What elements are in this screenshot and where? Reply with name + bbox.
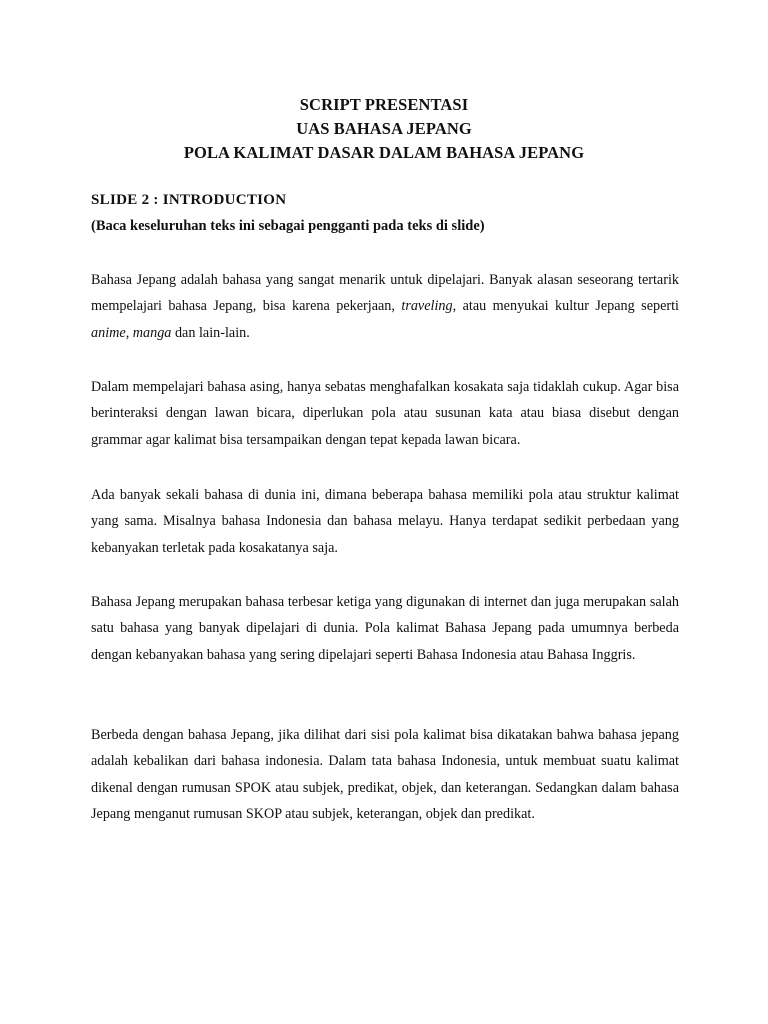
- paragraph-1-text-d: dan lain-lain.: [171, 324, 250, 341]
- paragraph-1-italic-manga: manga: [132, 324, 172, 341]
- paragraph-1-text-a: Bahasa Jepang adalah bahasa yang sangat menarik untuk dipelajari. Banyak alasan seseorang tertarik mempelajari bahasa Jepang, bisa karena pekerjaan,: [91, 272, 679, 315]
- paragraph-1-text-b: , atau menyukai kultur Jepang seperti: [452, 298, 679, 315]
- instruction-note: (Baca keseluruhan teks ini sebagai pengganti pada teks di slide): [91, 218, 485, 234]
- paragraph-1: [91, 267, 679, 346]
- paragraph-1-text-c: ,: [125, 324, 133, 341]
- paragraph-3: Ada banyak sekali bahasa di dunia ini, dimana beberapa bahasa memiliki pola atau struktur kalimat yang sama. Misalnya bahasa Indonesia dan bahasa melayu. Hanya terdapat sedikit perbedaan yang kebanyakan terletak pada kosakatanya saja.: [91, 487, 679, 556]
- paragraph-5: Berbeda dengan bahasa Jepang, jika dilihat dari sisi pola kalimat bisa dikatakan bahwa bahasa jepang adalah kebalikan dari bahasa indonesia. Dalam tata bahasa Indonesia, untuk membuat suatu kalimat dikenal dengan rumusan SPOK atau subjek, predikat, objek, dan keterangan. Sedangkan dalam bahasa Jepang menganut rumusan SKOP atau subjek, keterangan, objek dan predikat.: [91, 727, 679, 822]
- paragraph-2: Dalam mempelajari bahasa asing, hanya sebatas menghafalkan kosakata saja tidaklah cukup. Agar bisa berinteraksi dengan lawan bicara, diperlukan pola atau susunan kata atau biasa disebut dengan grammar agar kalimat bisa tersampaikan dengan tepat kepada lawan bicara.: [91, 379, 679, 448]
- paragraph-4: Bahasa Jepang merupakan bahasa terbesar ketiga yang digunakan di internet dan juga merupakan salah satu bahasa yang banyak dipelajari di dunia. Pola kalimat Bahasa Jepang pada umumnya berbeda dengan kebanyakan bahasa yang sering dipelajari seperti Bahasa Indonesia atau Bahasa Inggris.: [91, 594, 679, 663]
- title-line-3: POLA KALIMAT DASAR DALAM BAHASA JEPANG: [183, 143, 585, 162]
- title-line-2: UAS BAHASA JEPANG: [296, 119, 472, 138]
- slide-heading: SLIDE 2 : INTRODUCTION: [91, 192, 287, 208]
- title-line-1: SCRIPT PRESENTASI: [299, 95, 469, 114]
- paragraph-1-italic-anime: anime: [91, 324, 126, 341]
- paragraph-1-italic-traveling: traveling: [401, 298, 453, 315]
- document-title: [0, 93, 768, 165]
